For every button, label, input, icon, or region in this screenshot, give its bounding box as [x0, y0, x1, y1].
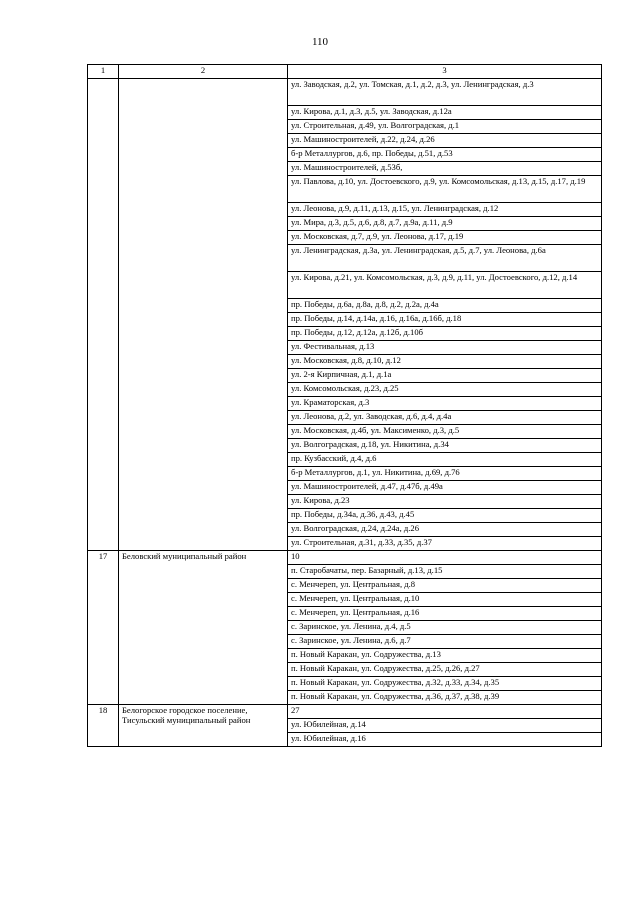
address-cell: ул. Фестивальная, д.13	[288, 341, 602, 355]
address-cell: ул. Московская, д.7, д.9, ул. Леонова, д.17, д.19	[288, 231, 602, 245]
address-cell: ул. Машиностроителей, д.22, д.24, д.26	[288, 134, 602, 148]
address-cell: ул. Московская, д.4б, ул. Максименко, д.3, д.5	[288, 425, 602, 439]
address-cell: пр. Кузбасский, д.4, д.6	[288, 453, 602, 467]
address-cell: ул. Московская, д.8, д.10, д.12	[288, 355, 602, 369]
municipality-name	[119, 79, 288, 551]
header-col-3: 3	[288, 65, 602, 79]
address-cell: б-р Металлургов, д.6, пр. Победы, д.51, д.53	[288, 148, 602, 162]
header-col-2: 2	[119, 65, 288, 79]
address-cell: ул. 2-я Кирпичная, д.1, д.1а	[288, 369, 602, 383]
header-col-1: 1	[88, 65, 119, 79]
address-cell: ул. Кирова, д.23	[288, 495, 602, 509]
address-cell: пр. Победы, д.14, д.14а, д.16, д.16а, д.16б, д.18	[288, 313, 602, 327]
municipality-name: Белогорское городское поселение, Тисульский муниципальный район	[119, 705, 288, 747]
address-cell: ул. Ленинградская, д.3а, ул. Ленинградская, д.5, д.7, ул. Леонова, д.6а	[288, 245, 602, 272]
address-cell: ул. Строительная, д.49, ул. Волгоградская, д.1	[288, 120, 602, 134]
address-cell: ул. Строительная, д.31, д.33, д.35, д.37	[288, 537, 602, 551]
table-body	[88, 79, 602, 747]
address-cell: п. Новый Каракан, ул. Содружества, д.13	[288, 649, 602, 663]
page-number: 110	[311, 36, 329, 48]
address-cell: ул. Юбилейная, д.14	[288, 719, 602, 733]
address-cell: ул. Леонова, д.2, ул. Заводская, д.6, д.4, д.4а	[288, 411, 602, 425]
section-number	[88, 79, 119, 551]
address-cell: с. Менчереп, ул. Центральная, д.8	[288, 579, 602, 593]
address-cell: с. Заринское, ул. Ленина, д.4, д.5	[288, 621, 602, 635]
address-cell: с. Менчереп, ул. Центральная, д.10	[288, 593, 602, 607]
address-cell: ул. Кирова, д.21, ул. Комсомольская, д.3, д.9, д.11, ул. Достоевского, д.12, д.14	[288, 272, 602, 299]
address-cell: с. Менчереп, ул. Центральная, д.16	[288, 607, 602, 621]
building-count: 27	[288, 705, 602, 719]
address-cell: ул. Комсомольская, д.23, д.25	[288, 383, 602, 397]
address-cell: ул. Юбилейная, д.16	[288, 733, 602, 747]
address-cell: п. Новый Каракан, ул. Содружества, д.25, д.26, д.27	[288, 663, 602, 677]
section-header-row	[88, 551, 602, 565]
address-cell: ул. Машиностроителей, д.47, д.47б, д.49а	[288, 481, 602, 495]
address-cell: ул. Кирова, д.1, д.3, д.5, ул. Заводская, д.12а	[288, 106, 602, 120]
address-cell: п. Новый Каракан, ул. Содружества, д.36, д.37, д.38, д.39	[288, 691, 602, 705]
municipality-name: Беловский муниципальный район	[119, 551, 288, 705]
address-cell: п. Старобачаты, пер. Базарный, д.13, д.15	[288, 565, 602, 579]
address-cell: ул. Заводская, д.2, ул. Томская, д.1, д.2, д.3, ул. Ленинградская, д.3	[288, 79, 602, 106]
address-table	[87, 64, 602, 747]
table-row	[88, 79, 602, 106]
section-number: 17	[88, 551, 119, 705]
address-cell: пр. Победы, д.12, д.12а, д.12б, д.10б	[288, 327, 602, 341]
address-cell: ул. Волгоградская, д.18, ул. Никитина, д.34	[288, 439, 602, 453]
address-cell: с. Заринское, ул. Ленина, д.6, д.7	[288, 635, 602, 649]
address-cell: пр. Победы, д.34а, д.36, д.43, д.45	[288, 509, 602, 523]
address-cell: ул. Машиностроителей, д.53б,	[288, 162, 602, 176]
building-count: 10	[288, 551, 602, 565]
section-header-row	[88, 705, 602, 719]
address-cell: ул. Волгоградская, д.24, д.24а, д.26	[288, 523, 602, 537]
address-cell: ул. Павлова, д.10, ул. Достоевского, д.9, ул. Комсомольская, д.13, д.15, д.17, д.19	[288, 176, 602, 203]
address-cell: ул. Леонова, д.9, д.11, д.13, д.15, ул. Ленинградская, д.12	[288, 203, 602, 217]
section-number: 18	[88, 705, 119, 747]
address-cell: пр. Победы, д.6а, д.8а, д.8, д.2, д.2а, д.4а	[288, 299, 602, 313]
address-cell: п. Новый Каракан, ул. Содружества, д.32, д.33, д.34, д.35	[288, 677, 602, 691]
address-cell: ул. Краматорская, д.3	[288, 397, 602, 411]
address-cell: ул. Мира, д.3, д.5, д.6, д.8, д.7, д.9а, д.11, д.9	[288, 217, 602, 231]
header-row	[88, 65, 602, 79]
address-cell: б-р Металлургов, д.1, ул. Никитина, д.69, д.76	[288, 467, 602, 481]
